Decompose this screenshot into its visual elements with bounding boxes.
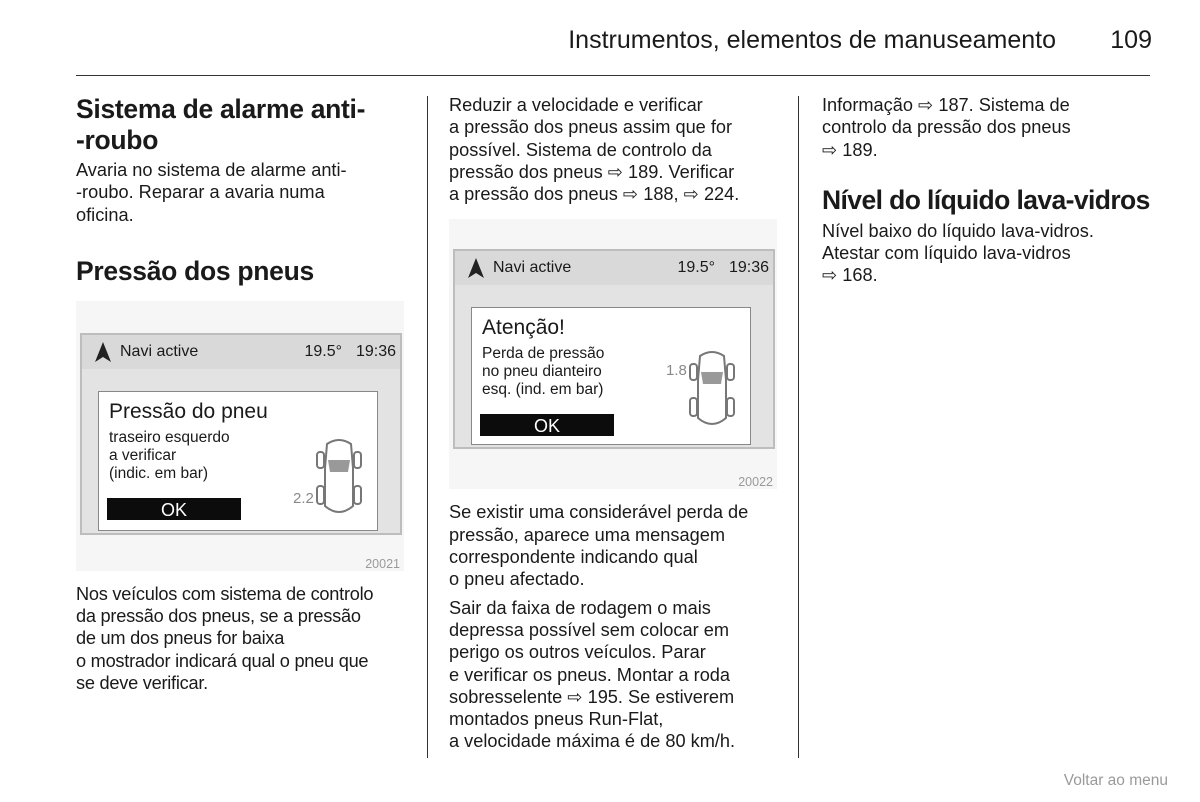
car-top-view-icon xyxy=(688,350,736,432)
column-2 xyxy=(449,94,784,753)
paragraph-leave-road: Sair da faixa de rodagem o mais depressa possível sem colocar em perigo os outros veículos. Parar e verificar os pneus. Montar a roda sobresselente ⇨ 195. Se estiverem montados pneus Run-Flat, a velocidade máxima é de 80 km/h. xyxy=(449,597,736,752)
heading-tire-pressure: Pressão dos pneus xyxy=(76,255,314,286)
clock: 19:36 xyxy=(728,259,769,277)
message-text: Perda de pressão no pneu dianteiro esq. (ind. em bar) xyxy=(482,345,605,399)
navi-status: Navi active xyxy=(493,259,572,277)
message-title: Atenção! xyxy=(482,316,565,340)
figure-number: 20021 xyxy=(365,556,400,571)
page-number: 109 xyxy=(1110,26,1152,54)
figure-tire-pressure-display xyxy=(76,301,404,571)
temperature: 19.5° xyxy=(677,259,715,277)
display-screen xyxy=(80,333,402,535)
paragraph-pressure-loss: Se existir uma considerável perda de pressão, aparece uma mensagem correspondente indicando qual o pneu afectado. xyxy=(449,502,749,590)
temperature: 19.5° xyxy=(304,342,342,360)
tire-pressure-value: 2.2 xyxy=(293,489,314,507)
paragraph-alarm: Avaria no sistema de alarme anti- -roubo. Reparar a avaria numa oficina. xyxy=(76,160,347,225)
warning-message-box xyxy=(471,307,751,445)
heading-washer-fluid: Nível do líquido lava-vidros xyxy=(822,184,1150,215)
column-1 xyxy=(76,94,406,694)
navi-status: Navi active xyxy=(120,342,199,360)
message-text: traseiro esquerdo a verificar (indic. em bar) xyxy=(109,428,230,482)
status-bar xyxy=(455,251,773,285)
back-to-menu-link[interactable]: Voltar ao menu xyxy=(1063,772,1168,789)
navigation-arrow-icon xyxy=(94,341,112,363)
paragraph-washer-fluid: Nível baixo do líquido lava-vidros. Atestar com líquido lava-vidros ⇨ 168. xyxy=(822,220,1094,286)
navigation-arrow-icon xyxy=(467,257,485,279)
column-3 xyxy=(822,94,1162,287)
ok-button: OK xyxy=(480,414,614,436)
clock: 19:36 xyxy=(355,342,396,360)
tire-pressure-value: 1.8 xyxy=(666,362,687,380)
status-bar xyxy=(82,335,400,369)
heading-alarm: Sistema de alarme anti- -roubo xyxy=(76,94,366,155)
figure-number: 20022 xyxy=(738,475,773,490)
display-screen xyxy=(453,249,775,449)
paragraph-tire-pressure: Nos veículos com sistema de controlo da pressão dos pneus, se a pressão de um dos pneus for baixa o mostrador indicará qual o pneu que se deve verificar. xyxy=(76,583,374,694)
column-divider-1 xyxy=(427,96,428,758)
column-divider-2 xyxy=(798,96,799,758)
warning-message-box xyxy=(98,391,378,531)
ok-button: OK xyxy=(107,498,241,520)
message-title: Pressão do pneu xyxy=(109,399,268,423)
header-divider xyxy=(76,75,1150,76)
figure-pressure-loss-display xyxy=(449,219,777,489)
car-top-view-icon xyxy=(315,438,363,520)
paragraph-reduce-speed: Reduzir a velocidade e verificar a pressão dos pneus assim que for possível. Sistema de controlo da pressão dos pneus ⇨ 189. Verificar a pressão dos pneus ⇨ 188, ⇨ 224. xyxy=(449,95,740,205)
paragraph-information: Informação ⇨ 187. Sistema de controlo da pressão dos pneus ⇨ 189. xyxy=(822,95,1071,160)
chapter-title: Instrumentos, elementos de manuseamento xyxy=(568,26,1056,54)
